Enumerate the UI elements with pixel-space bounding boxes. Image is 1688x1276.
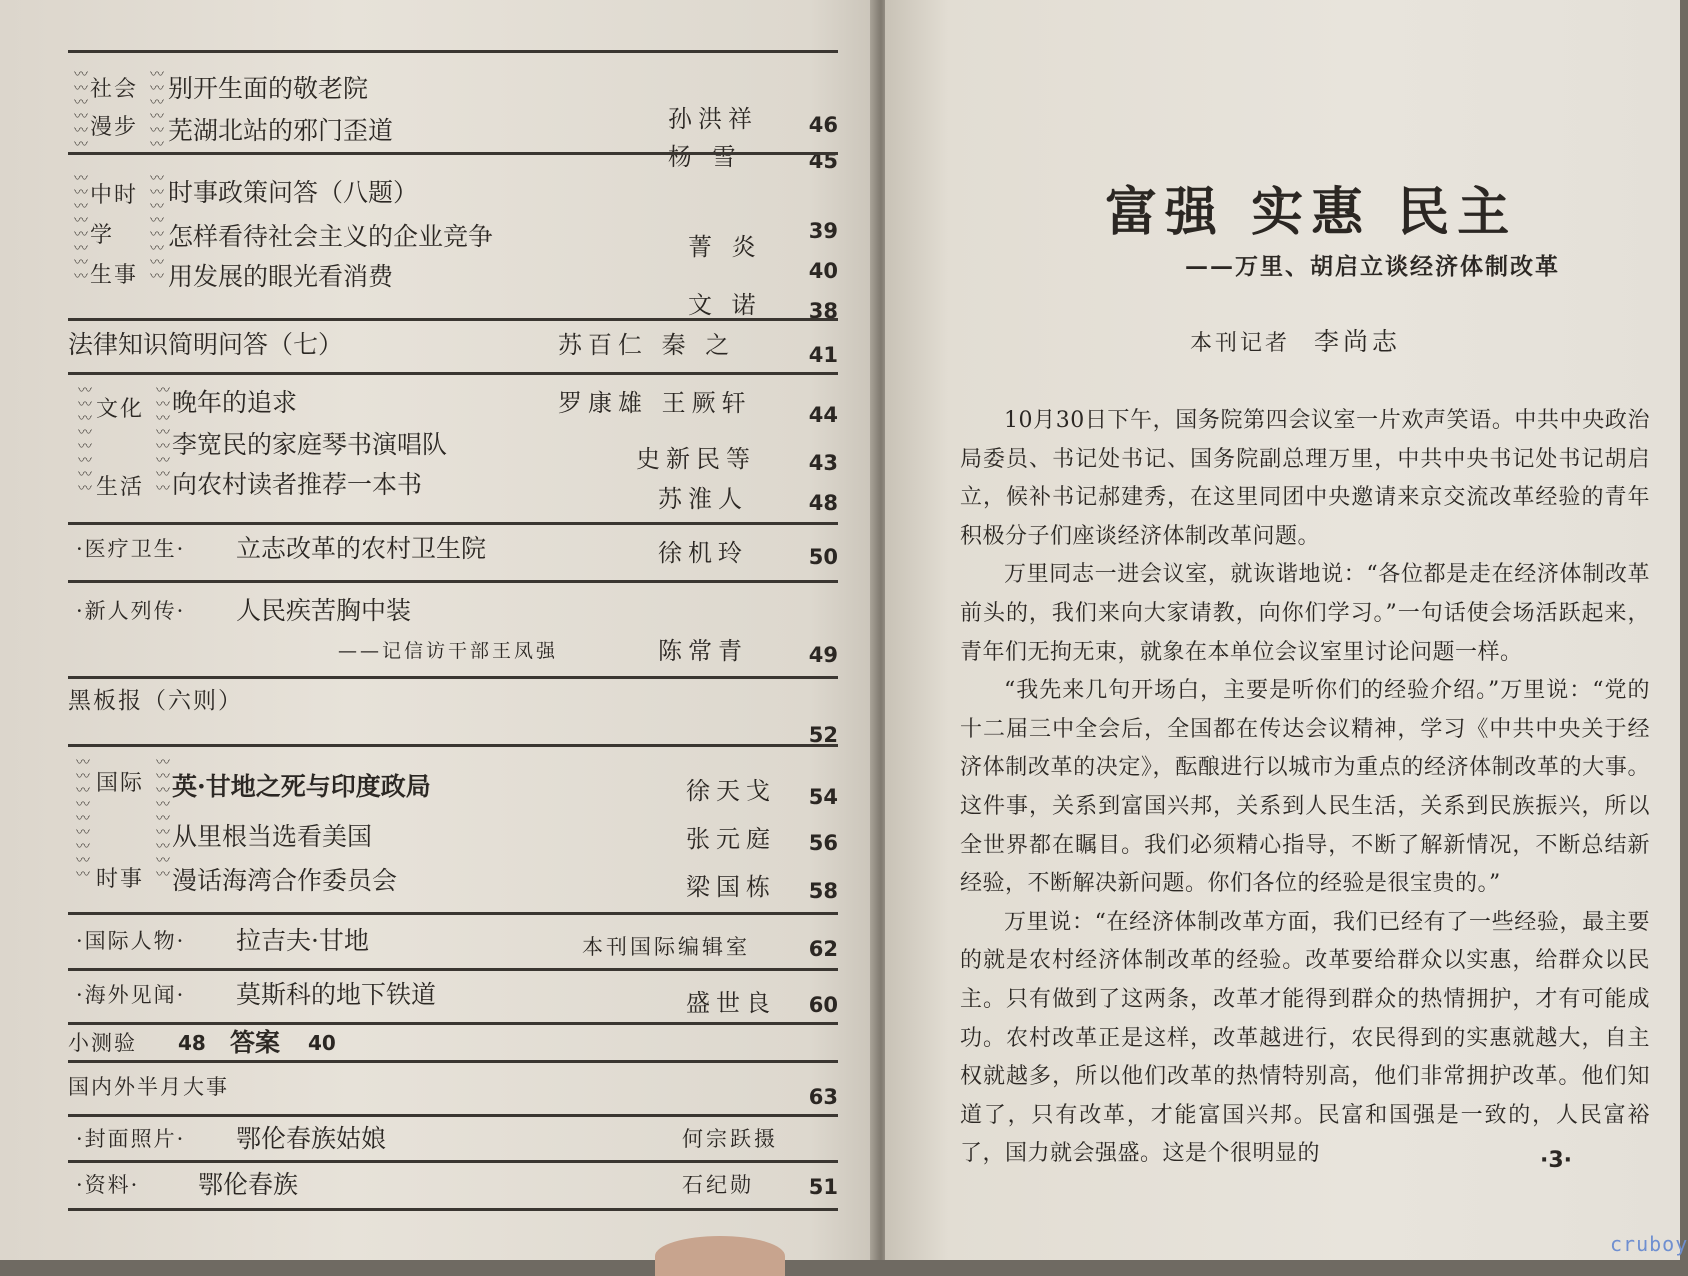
entry-author: 菁 炎 <box>688 233 762 261</box>
column-name: ·资料· <box>76 1173 140 1197</box>
article-subtitle: ——万里、胡启立谈经济体制改革 <box>1185 253 1560 280</box>
byline <box>1190 322 1401 358</box>
entry-subtitle: ——记信访干部王凤强 <box>338 640 559 662</box>
divider <box>68 1208 838 1211</box>
entry-author: 苏淮人 <box>658 485 748 513</box>
page-number: 43 <box>808 451 838 475</box>
byline-name: 李尚志 <box>1314 327 1402 356</box>
watermark: cruboy <box>1610 1232 1688 1256</box>
wavy-bracket-icon: 〰 〰 〰 〰 〰 〰 〰 〰 <box>156 383 170 497</box>
thumb <box>655 1236 785 1276</box>
page-number: 51 <box>808 1175 838 1199</box>
entry-author: 徐天戈 <box>686 777 776 805</box>
entry-author: 徐机玲 <box>658 539 748 567</box>
entry-title: 芜湖北站的邪门歪道 <box>168 116 394 145</box>
wavy-bracket-icon: 〰 〰 〰 〰 〰 〰 〰 〰 〰 <box>156 755 170 883</box>
page-number: 48 <box>178 1031 206 1055</box>
divider <box>68 50 838 53</box>
paragraph: 万里同志一进会议室，就诙谐地说：“各位都是走在经济体制改革前头的，我们来向大家请教，向你们学习。”一句话使会场活跃起来，青年们无拘无束，就象在本单位会议室里讨论问题一样。 <box>960 562 1650 665</box>
entry-title: 拉吉夫·甘地 <box>236 926 369 955</box>
category-label: 文化 <box>96 397 145 422</box>
wavy-bracket-icon: 〰 〰 〰 〰 〰 〰 <box>74 67 88 153</box>
page-number: 52 <box>808 723 838 747</box>
column-name: ·新人列传· <box>76 599 186 623</box>
entry-author: 何宗跃摄 <box>682 1127 778 1151</box>
paragraph: “我先来几句开场白，主要是听你们的经验介绍。”万里说：“党的十二届三中全会后，全国都在传达会议精神，学习《中共中央关于经济体制改革的决定》，酝酿进行以城市为重点的经济体制改革的大事。这件事，关系到富国兴邦，关系到人民生活，关系到民族振兴，所以全世界都在瞩目。我们必须精心指导，不断了解新情况，不断总结新经验，不断解决新问题。你们各位的经验是很宝贵的。” <box>960 678 1650 897</box>
entry-author: 孙洪祥 <box>668 105 758 133</box>
page-number: 62 <box>808 937 838 961</box>
entry-author: 张元庭 <box>686 825 776 853</box>
page-number: 46 <box>808 113 838 137</box>
entry-title: 用发展的眼光看消费 <box>168 262 394 291</box>
category-label: 学 <box>90 223 115 248</box>
entry-title: 怎样看待社会主义的企业竞争 <box>168 222 494 251</box>
category-label: 国际 <box>96 771 145 796</box>
entry-title: 鄂伦春族 <box>198 1170 299 1199</box>
column-name: ·封面照片· <box>76 1127 186 1151</box>
entry-title: 英·甘地之死与印度政局 <box>172 772 431 801</box>
wavy-bracket-icon: 〰 〰 〰 〰 〰 〰 〰 〰 〰 <box>76 755 90 883</box>
entry-title: 立志改革的农村卫生院 <box>236 534 487 563</box>
page-number: ·3· <box>1540 1148 1573 1173</box>
wavy-bracket-icon: 〰 〰 〰 〰 〰 〰 <box>150 67 164 153</box>
entry-author: 石纪勋 <box>682 1173 754 1197</box>
entry-author: 罗康雄 王厥轩 <box>558 389 752 417</box>
divider <box>68 580 838 583</box>
entry-author: 苏百仁 秦 之 <box>558 331 736 359</box>
divider <box>68 372 838 375</box>
divider <box>68 912 838 915</box>
paragraph: 万里说：“在经济体制改革方面，我们已经有了一些经验，最主要的就是农村经济体制改革的经验。改革要给群众以实惠，给群众以民主。只有做到了这两条，改革才能得到群众的热情拥护，才有可能成功。农村改革正是这样，改革越进行，农民得到的实惠就越大，自主权就越多，所以他们改革的热情特别高，他们非常拥护改革。他们知道了，只有改革，才能富国兴邦。民富和国强是一致的，人民富裕了，国力就会强盛。这是个很明显的 <box>960 909 1650 1167</box>
wavy-bracket-icon: 〰 〰 〰 〰 〰 〰 〰 〰 <box>150 171 164 285</box>
entry-title: 黑板报（六则） <box>68 688 243 714</box>
category-label: 漫步 <box>90 115 139 140</box>
page-number: 45 <box>808 149 838 173</box>
wavy-bracket-icon: 〰 〰 〰 〰 〰 〰 〰 〰 <box>74 171 88 285</box>
entry-title: 鄂伦春族姑娘 <box>236 1124 387 1153</box>
category-label: 社会 <box>90 77 139 102</box>
entry-title: 向农村读者推荐一本书 <box>172 470 423 499</box>
category-label: 生活 <box>96 475 145 500</box>
column-name: ·海外见闻· <box>76 983 186 1007</box>
entry-title: 别开生面的敬老院 <box>168 74 369 103</box>
divider <box>68 1022 838 1025</box>
page-number: 56 <box>808 831 838 855</box>
divider <box>68 1160 838 1163</box>
page-number: 58 <box>808 879 838 903</box>
entry-author: 陈常青 <box>658 637 748 665</box>
divider <box>68 968 838 971</box>
entry-title: 答案 <box>230 1028 281 1057</box>
entry-title: 小测验 <box>68 1031 137 1055</box>
page-number: 40 <box>308 1031 336 1055</box>
entry-author: 盛世良 <box>686 989 776 1017</box>
entry-title: 人民疾苦胸中装 <box>236 596 412 625</box>
divider <box>68 744 838 747</box>
page-number: 38 <box>808 299 838 323</box>
byline-label: 本刊记者 <box>1190 331 1291 356</box>
entry-author: 文 诺 <box>688 291 762 319</box>
entry-title: 莫斯科的地下铁道 <box>236 980 437 1009</box>
entry-title: 国内外半月大事 <box>68 1075 229 1099</box>
entry-author: 本刊国际编辑室 <box>582 935 750 959</box>
divider <box>68 1060 838 1063</box>
entry-author: 梁国栋 <box>686 873 776 901</box>
page-number: 50 <box>808 545 838 569</box>
entry-author: 史新民等 <box>636 445 756 473</box>
article-body <box>960 402 1650 1174</box>
divider <box>68 318 838 321</box>
paragraph: 10月30日下午，国务院第四会议室一片欢声笑语。中共中央政治局委员、书记处书记、国务院副总理万里，中共中央书记处书记胡启立，候补书记郝建秀，在这里同团中央邀请来京交流改革经验的青年积极分子们座谈经济体制改革问题。 <box>960 408 1650 549</box>
page-number: 60 <box>808 993 838 1017</box>
entry-title: 漫话海湾合作委员会 <box>172 866 398 895</box>
page-number: 41 <box>808 343 838 367</box>
page-number: 44 <box>808 403 838 427</box>
divider <box>68 676 838 679</box>
entry-title: 从里根当选看美国 <box>172 822 373 851</box>
category-label: 中时 <box>90 183 139 208</box>
wavy-bracket-icon: 〰 〰 〰 〰 〰 〰 〰 〰 <box>78 383 92 497</box>
category-label: 生事 <box>90 263 139 288</box>
entry-author: 杨 雪 <box>668 143 742 171</box>
column-name: ·医疗卫生· <box>76 537 186 561</box>
article-title: 富强 实惠 民主 <box>1105 182 1518 243</box>
page-number: 63 <box>808 1085 838 1109</box>
page-number: 48 <box>808 491 838 515</box>
page-number: 39 <box>808 219 838 243</box>
entry-title: 时事政策问答（八题） <box>168 178 419 207</box>
page-number: 40 <box>808 259 838 283</box>
entry-title: 李宽民的家庭琴书演唱队 <box>172 430 448 459</box>
divider <box>68 522 838 525</box>
category-label: 时事 <box>96 867 145 892</box>
column-name: ·国际人物· <box>76 929 186 953</box>
divider <box>68 1114 838 1117</box>
page-number: 54 <box>808 785 838 809</box>
entry-title: 晚年的追求 <box>172 388 298 417</box>
divider <box>68 152 838 155</box>
page-number: 49 <box>808 643 838 667</box>
entry-title: 法律知识简明问答（七） <box>68 330 344 359</box>
